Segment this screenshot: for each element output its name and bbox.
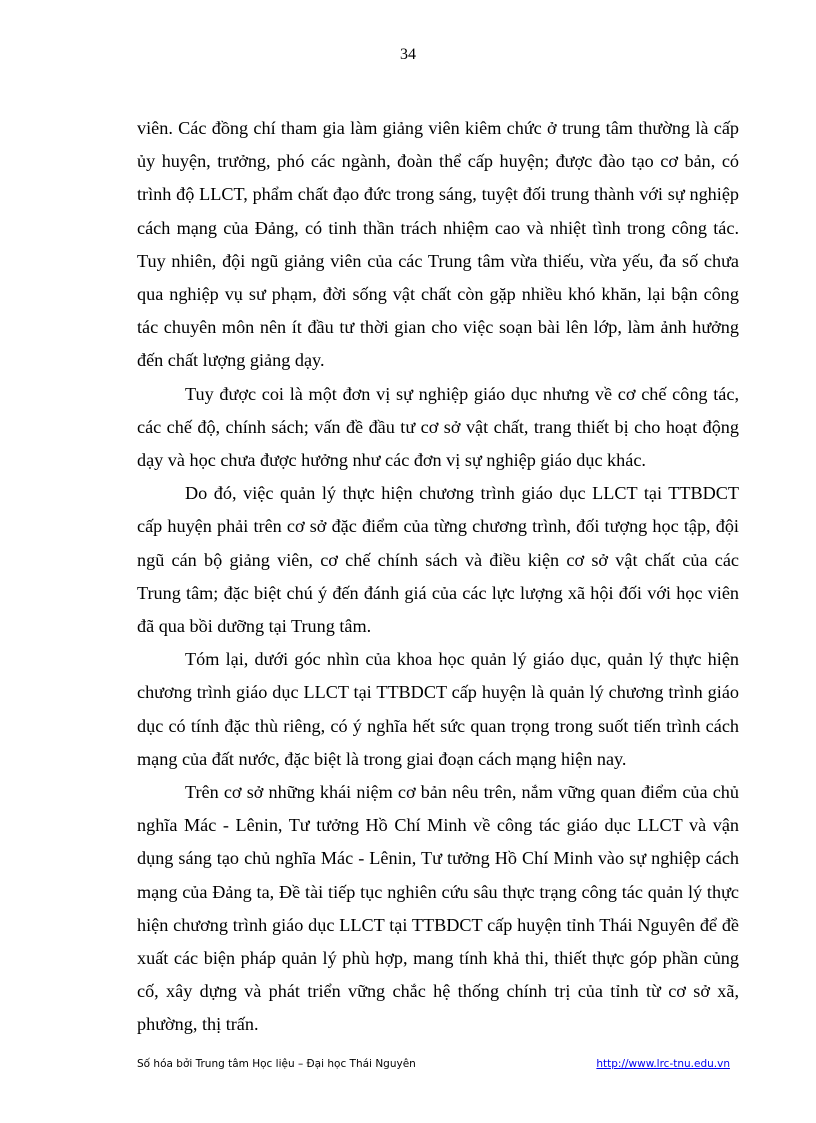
paragraph-continuation: viên. Các đồng chí tham gia làm giảng viên kiêm chức ở trung tâm thường là cấp ủy huyện, trưởng, phó các ngành, đoàn thể cấp huyện; được đào tạo cơ bản, có trình độ LLCT, phẩm chất đạo đức trong sáng, tuyệt đối trung thành với sự nghiệp cách mạng của Đảng, có tinh thần trách nhiệm cao và nhiệt tình trong công tác. Tuy nhiên, đội ngũ giảng viên của các Trung tâm vừa thiếu, vừa yếu, đa số chưa qua nghiệp vụ sư phạm, đời sống vật chất còn gặp nhiều khó khăn, lại bận công tác chuyên môn nên ít đầu tư thời gian cho việc soạn bài lên lớp, làm ảnh hưởng đến chất lượng giảng dạy.	[137, 118, 739, 371]
paragraph-summary: Tóm lại, dưới góc nhìn của khoa học quản lý giáo dục, quản lý thực hiện chương trình giáo dục LLCT tại TTBDCT cấp huyện là quản lý chương trình giáo dục có tính đặc thù riêng, có ý nghĩa hết sức quan trọng trong suốt tiến trình cách mạng của đất nước, đặc biệt là trong giai đoạn cách mạng hiện nay.	[137, 649, 739, 769]
footer-digitized-by: Số hóa bởi Trung tâm Học liệu – Đại học Thái Nguyên	[137, 1058, 416, 1070]
paragraph-research-direction: Trên cơ sở những khái niệm cơ bản nêu trên, nắm vững quan điểm của chủ nghĩa Mác - Lênin, Tư tưởng Hồ Chí Minh về công tác giáo dục LLCT và vận dụng sáng tạo chủ nghĩa Mác - Lênin, Tư tưởng Hồ Chí Minh vào sự nghiệp cách mạng của Đảng ta, Đề tài tiếp tục nghiên cứu sâu thực trạng công tác quản lý thực hiện chương trình giáo dục LLCT tại TTBDCT cấp huyện tỉnh Thái Nguyên để đề xuất các biện pháp quản lý phù hợp, mang tính khả thi, thiết thực góp phần củng cố, xây dựng và phát triển vững chắc hệ thống chính trị của tỉnh từ cơ sở xã, phường, thị trấn.	[137, 782, 739, 1035]
page-number: 34	[400, 46, 416, 63]
footer-website-link[interactable]: http://www.lrc-tnu.edu.vn	[596, 1058, 730, 1070]
body-text	[137, 112, 739, 1042]
paragraph-facilities: Tuy được coi là một đơn vị sự nghiệp giáo dục nhưng về cơ chế công tác, các chế độ, chính sách; vấn đề đầu tư cơ sở vật chất, trang thiết bị cho hoạt động dạy và học chưa được hưởng như các đơn vị sự nghiệp giáo dục khác.	[137, 383, 739, 471]
paragraph-management-basis: Do đó, việc quản lý thực hiện chương trình giáo dục LLCT tại TTBDCT cấp huyện phải trên cơ sở đặc điểm của từng chương trình, đối tượng học tập, đội ngũ cán bộ giảng viên, cơ chế chính sách và điều kiện cơ sở vật chất của các Trung tâm; đặc biệt chú ý đến đánh giá của các lực lượng xã hội đối với học viên đã qua bồi dưỡng tại Trung tâm.	[137, 483, 739, 637]
